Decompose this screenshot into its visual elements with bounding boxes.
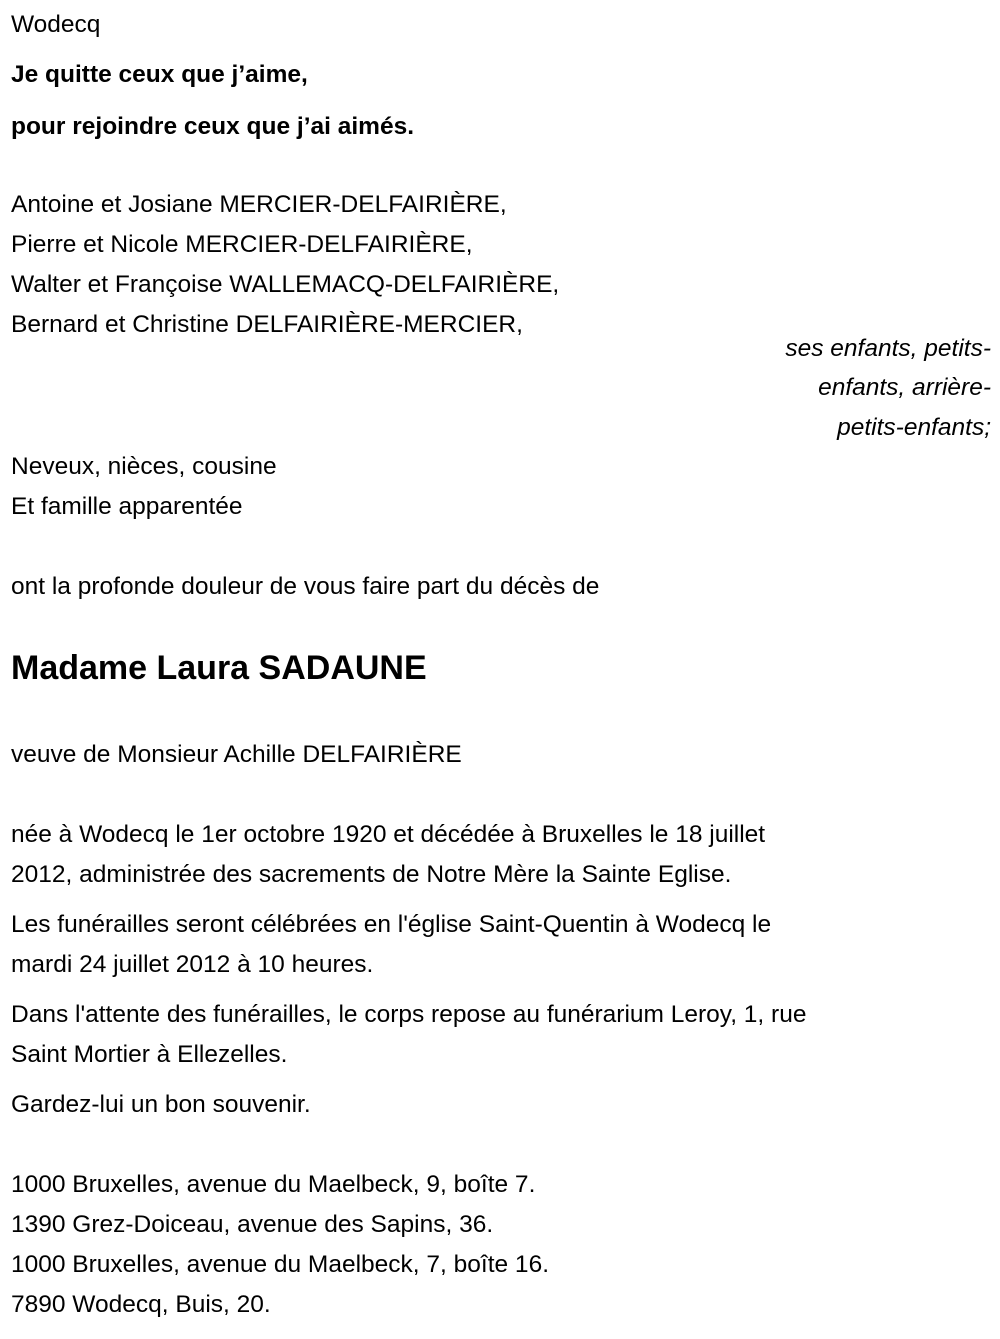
funeral-text: mardi 24 juillet 2012 à 10 heures.	[11, 951, 374, 978]
family-member: Bernard et Christine DELFAIRIÈRE-MERCIER,	[11, 311, 523, 338]
place: Wodecq	[11, 11, 101, 38]
funerarium-text: Dans l'attente des funérailles, le corps repose au funérarium Leroy, 1, rue	[11, 1001, 807, 1028]
family-member: Pierre et Nicole MERCIER-DELFAIRIÈRE,	[11, 231, 473, 258]
birth-death-text: née à Wodecq le 1er octobre 1920 et décédée à Bruxelles le 18 juillet	[11, 821, 766, 848]
funerarium-text: Saint Mortier à Ellezelles.	[11, 1041, 288, 1068]
relation-line: enfants, arrière-	[818, 374, 991, 401]
address: 1000 Bruxelles, avenue du Maelbeck, 9, boîte 7.	[11, 1171, 536, 1198]
extended-family: Neveux, nièces, cousine	[11, 453, 277, 480]
funeral-text: Les funérailles seront célébrées en l'église Saint-Quentin à Wodecq le	[11, 911, 772, 938]
deceased-name: Madame Laura SADAUNE	[11, 649, 427, 687]
address: 1390 Grez-Doiceau, avenue des Sapins, 36.	[11, 1211, 494, 1238]
family-member: Walter et Françoise WALLEMACQ-DELFAIRIÈRE,	[11, 271, 560, 298]
quote-line: Je quitte ceux que j’aime,	[11, 61, 308, 88]
extended-family: Et famille apparentée	[11, 493, 243, 520]
relation-line: ses enfants, petits-	[785, 335, 991, 362]
closing-text: Gardez-lui un bon souvenir.	[11, 1091, 311, 1118]
relation-line: petits-enfants;	[837, 414, 991, 441]
widow-of: veuve de Monsieur Achille DELFAIRIÈRE	[11, 741, 462, 768]
family-member: Antoine et Josiane MERCIER-DELFAIRIÈRE,	[11, 191, 507, 218]
address: 1000 Bruxelles, avenue du Maelbeck, 7, boîte 16.	[11, 1251, 549, 1278]
quote-line: pour rejoindre ceux que j’ai aimés.	[11, 113, 415, 140]
birth-death-text: 2012, administrée des sacrements de Notre Mère la Sainte Eglise.	[11, 861, 732, 888]
address: 7890 Wodecq, Buis, 20.	[11, 1291, 271, 1318]
announcement: ont la profonde douleur de vous faire part du décès de	[11, 573, 600, 600]
